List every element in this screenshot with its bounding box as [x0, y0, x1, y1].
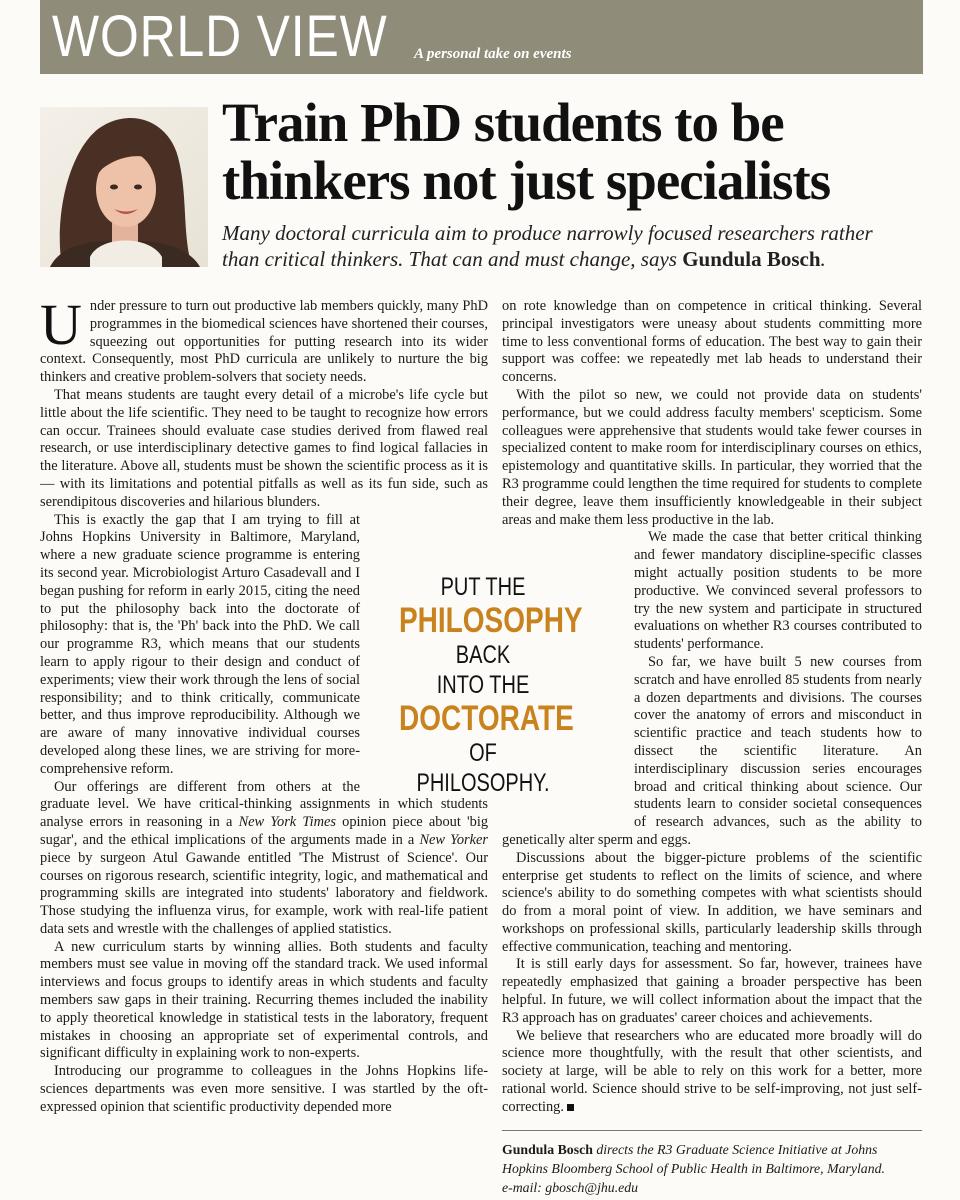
standfirst-line-1: Many doctoral curricula aim to produce narrowly focused researchers rather	[222, 221, 873, 245]
pull-quote-line-6: OF	[469, 739, 497, 767]
bio-name: Gundula Bosch	[502, 1142, 593, 1157]
pull-quote-line-7: PHILOSOPHY.	[416, 769, 550, 797]
standfirst-end: .	[820, 247, 826, 271]
paragraph-4-c: piece by surgeon Atul Gawande entitled 'The Mistrust of Science'. Our courses on rigorous research, scientific integrity, logic, and mathematical and programming skills are integrated into students' laboratory and fieldwork. Those studying the influenza virus, for example, work with real-life patient data sets and wrestle with the challenges of applied statistics.	[40, 849, 488, 937]
paragraph-5: A new curriculum starts by winning allies. Both students and faculty members must see value in moving off the standard track. We used informal interviews and focus groups to identify areas in which students and faculty members saw gaps in their training. Recurring themes included the inability to apply theoretical knowledge in statistical tests in the laboratory, frequent mistakes in choosing an appropriate set of experimental controls, and significant difficulty in explaining work to non-experts.	[40, 938, 488, 1062]
author-bio	[502, 1140, 922, 1197]
bio-text: directs the R3 Graduate Science Initiative at Johns Hopkins Bloomberg School of Public Health in Baltimore, Maryland.	[502, 1142, 885, 1176]
paragraph-r3-text: We made the case that better critical thinking and fewer mandatory discipline-specific classes might actually position students to be more productive. We convinced several professors to try the new system and participate in structured evaluations on whether R3 courses contributed to students' performance.	[634, 529, 922, 653]
pull-quote-line-1: PUT THE	[440, 573, 526, 601]
standfirst	[222, 220, 942, 272]
standfirst-line-2	[222, 246, 942, 272]
publication-nyt: New York Times	[238, 814, 336, 831]
bio-email: e-mail: gbosch@jhu.edu	[502, 1180, 639, 1195]
section-title: WORLD VIEW	[52, 4, 388, 69]
paragraph-r7	[502, 1028, 922, 1117]
paragraph-r1: on rote knowledge than on competence in critical thinking. Several principal investigators were uneasy about students committing more time to less conventional forms of education. The best way to gain their support was coffee: we repeatedly met lab heads to understand their concerns.	[502, 298, 922, 386]
paragraph-r4: So far, we have built 5 new courses from scratch and have enrolled 85 students from nearly a dozen departments and divisions. The courses cover the anatomy of errors and misconduct in scientific practice and teach students how to dissect the scientific literature. An interdisciplinary discussion series encourages broad and critical thinking about science. Our students learn to consider societal consequences of research advances, such as the ability to genetically alter sperm and eggs.	[502, 653, 922, 848]
pull-quote	[378, 572, 588, 798]
article-headline	[222, 94, 942, 210]
section-banner	[40, 0, 923, 74]
standfirst-lead: than critical thinkers. That can and must change, says	[222, 247, 677, 271]
paragraph-1	[40, 298, 488, 387]
headline-line-1: Train PhD students to be	[222, 92, 784, 153]
paragraph-r6: It is still early days for assessment. So far, however, trainees have repeatedly emphasized that gaining a broader perspective has been helpful. In future, we will collect information about the impact that the R3 approach has on graduates' career choices and achievements.	[502, 956, 922, 1026]
author-photo	[40, 107, 208, 267]
paragraph-r7-text: We believe that researchers who are educated more broadly will do science more thoughtfully, with the result that other scientists, and society at large, will be able to rely on this work for a better, more rational world. Science should strive to be self-improving, not just self-correcting.	[502, 1027, 922, 1115]
standfirst-author: Gundula Bosch	[682, 247, 821, 271]
section-subtitle: A personal take on events	[414, 46, 572, 62]
paragraph-1-text: nder pressure to turn out productive lab members quickly, many PhD programmes in the biomedical sciences have shortened their courses, squeezing out opportunities for putting research into its wider context. Consequently, most PhD curricula are unlikely to nurture the big thinkers and creative problem-solvers that society needs.	[40, 298, 488, 386]
end-mark	[567, 1104, 574, 1111]
paragraph-4	[40, 779, 488, 939]
pull-quote-line-5: DOCTORATE	[399, 699, 574, 738]
paragraph-r5: Discussions about the bigger-picture problems of the scientific enterprise get students to reflect on the limits of science, and where science's ability to do something competes with what scientists should do from a moral point of view. In addition, we have seminars and workshops on professional skills, particularly leadership skills through effective communication, teaching and mentoring.	[502, 849, 922, 955]
paragraph-2: That means students are taught every detail of a microbe's life cycle but little about the life scientific. They need to be taught to recognize how errors can occur. Trainees should evaluate case studies derived from flawed real research, or use interdisciplinary detective games to find logical fallacies in the literature. Above all, students must be shown the scientific process as it is — with its limitations and potential pitfalls as well as its fun side, such as serendipitous discoveries and hilarious blunders.	[40, 386, 488, 510]
paragraph-3-text: This is exactly the gap that I am trying to fill at Johns Hopkins University in Baltimore, Maryland, where a new graduate science programme is entering its second year. Microbiologist Arturo Casadevall and I began pushing for reform in early 2015, citing the need to put the philosophy back into the doctorate of philosophy: that is, the 'Ph' back into the PhD. We call our programme R3, which means that our students learn to apply rigour to their design and conduct of experiments; view their work through the lens of social responsibility; and to think critically, communicate better, and thus improve reproducibility. Although we are aware of many innovative individual courses developed along these lines, we are striving for more-comprehensive reform.	[40, 511, 360, 777]
paragraph-4-b: opinion piece about 'big sugar', and the ethical implications of the arguments made in a	[40, 814, 488, 848]
pull-quote-line-3: BACK	[455, 641, 511, 669]
paragraph-r2: With the pilot so new, we could not provide data on students' performance, but we could address faculty members' scepticism. Some colleagues were apprehensive that students would take fewer courses in specialized content to make room for interdisciplinary courses on ethics, epistemology and quantitative skills. In particular, they worried that the R3 programme could lengthen the time required for students to complete their degree, leave them insufficiently knowledgeable in their subject areas and make them less productive in the lab.	[502, 386, 922, 528]
bio-divider	[502, 1130, 922, 1131]
headline-line-2: thinkers not just specialists	[222, 150, 831, 211]
paragraph-6: Introducing our programme to colleagues in the Johns Hopkins life-sciences departments was even more sensitive. I was startled by the oft-expressed opinion that scientific productivity depended more	[40, 1063, 488, 1115]
paragraph-4-a: Our offerings are different from others at the graduate level. We have critical-thinking assignments in which students analyse errors in reasoning in a	[40, 778, 488, 831]
pull-quote-line-4: INTO THE	[436, 671, 530, 699]
drop-cap: U	[40, 298, 82, 357]
pull-quote-line-2: PHILOSOPHY	[399, 601, 583, 640]
publication-new-yorker: New Yorker	[419, 831, 488, 848]
